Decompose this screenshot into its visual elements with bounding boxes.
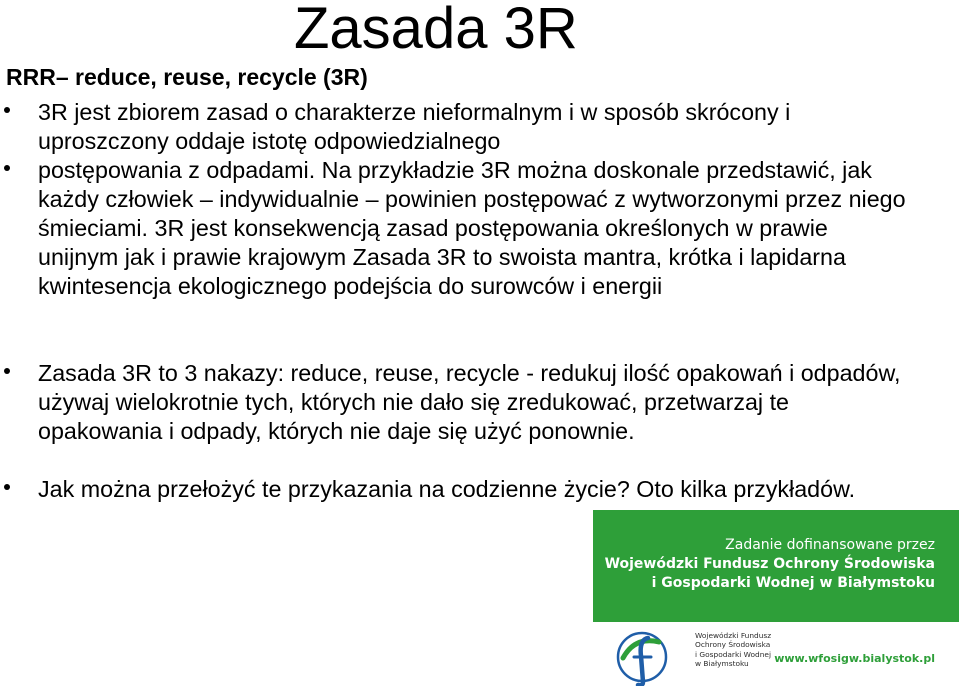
banner-line-3: i Gospodarki Wodnej w Białymstoku [651, 575, 935, 591]
bullet-item [38, 156, 908, 301]
banner-line-1: Zadanie dofinansowane przez [725, 537, 935, 553]
banner-line-2: Wojewódzki Fundusz Ochrony Środowiska [604, 556, 935, 572]
bullet-item [38, 475, 908, 504]
bullet-dot-icon [4, 484, 10, 490]
logo-text [695, 631, 771, 669]
bullet-dot-icon [4, 165, 10, 171]
slide-subtitle: RRR– reduce, reuse, recycle (3R) [6, 64, 368, 90]
bullet-text: 3R jest zbiorem zasad o charakterze nieformalnym i w sposób skrócony i uproszczony oddaje istotę odpowiedzialnego [38, 99, 791, 154]
logo-line: w Białymstoku [695, 659, 749, 669]
website-link[interactable]: www.wfosigw.bialystok.pl [774, 652, 935, 665]
bullet-dot-icon [4, 107, 10, 113]
logo-line: Ochrony Środowiska [695, 640, 771, 650]
logo-block [593, 622, 959, 693]
logo-line: Wojewódzki Fundusz [695, 631, 772, 640]
bullet-item [38, 359, 908, 446]
bullet-item [38, 98, 908, 156]
wfosigw-logo-icon [615, 628, 671, 686]
funding-banner [593, 510, 959, 693]
bullet-text: Jak można przełożyć te przykazania na codzienne życie? Oto kilka przykładów. [38, 476, 856, 502]
bullet-dot-icon [4, 368, 10, 374]
banner-text [605, 536, 935, 593]
logo-line: i Gospodarki Wodnej [695, 649, 772, 659]
slide-title: Zasada 3R [294, 0, 578, 61]
bullet-text: Zasada 3R to 3 nakazy: reduce, reuse, recycle - redukuj ilość opakowań i odpadów, używaj wielokrotnie tych, których nie dało się zredukować, przetwarzaj te opakowania i odpady, których nie daje się użyć ponownie. [38, 360, 901, 444]
bullet-text: postępowania z odpadami. Na przykładzie 3R można doskonale przedstawić, jak każdy człowiek – indywidualnie – powinien postępować z wytworzonymi przez niego śmieciami. 3R jest konsekwencją zasad postępowania określonych w prawie unijnym jak i prawie krajowym Zasada 3R to swoista mantra, krótka i lapidarna kwintesencja ekologicznego podejścia do surowców i energii [38, 157, 906, 299]
